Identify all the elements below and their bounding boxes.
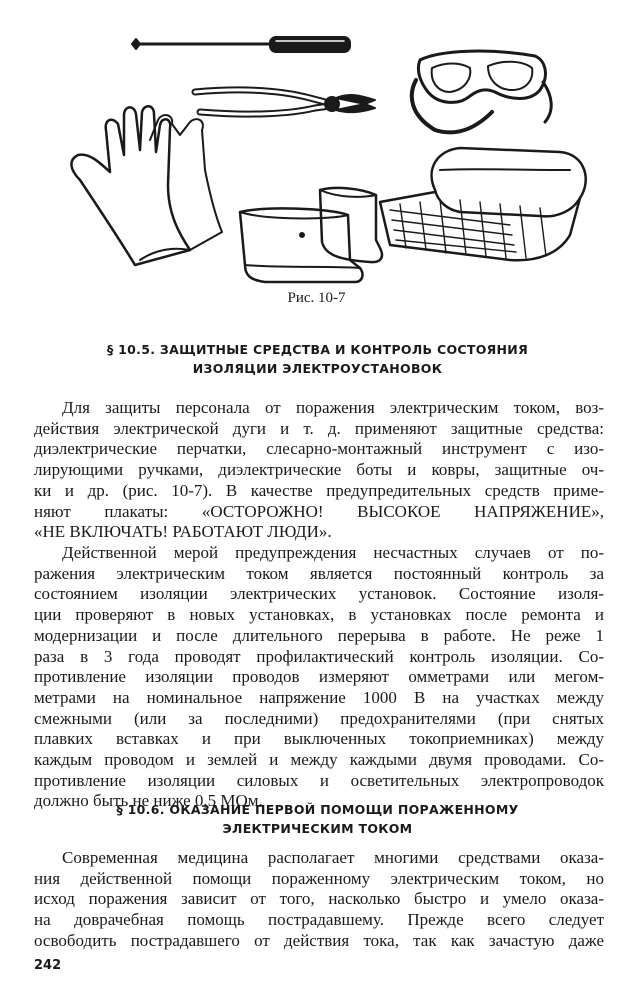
screwdriver-icon [132, 37, 350, 52]
text-line: ки и др. (рис. 10-7). В качестве предупредительных средств приме- [34, 480, 604, 500]
text-line: диэлектрические перчатки, слесарно-монтажный инструмент с изо- [34, 439, 604, 459]
section-10-5-paragraph-2 [34, 543, 604, 812]
text-line: смежными (или за последними) предохранителями (при снятых [34, 708, 604, 728]
text-line: раза в 3 года проводят профилактический контроль изоляции. Со- [34, 646, 604, 666]
text-line: няют плакаты: «ОСТОРОЖНО! ВЫСОКОЕ НАПРЯЖЕНИЕ», [34, 501, 604, 521]
dielectric-mat-icon [380, 148, 586, 260]
section-10-6-paragraph-1 [34, 848, 604, 952]
heading-line: ЭЛЕКТРИЧЕСКИМ ТОКОМ [222, 821, 413, 836]
page-number: 242 [34, 958, 62, 973]
text-line: исход поражения зависит от того, насколько быстро и умело оказа- [34, 889, 604, 909]
text-line: ния действенной помощи пораженному электрическим током, но [34, 868, 604, 888]
text-line: на доврачебная помощь пострадавшему. Прежде всего следует [34, 910, 604, 930]
section-10-5-heading [40, 340, 595, 378]
heading-line: ИЗОЛЯЦИИ ЭЛЕКТРОУСТАНОВОК [192, 361, 443, 376]
heading-line: § 10.6. ОКАЗАНИЕ ПЕРВОЙ ПОМОЩИ ПОРАЖЕННОМУ [116, 802, 519, 817]
text-line: модернизации и после длительного перерыва в работе. Не реже 1 [34, 625, 604, 645]
text-line: «НЕ ВКЛЮЧАТЬ! РАБОТАЮТ ЛЮДИ». [34, 522, 332, 542]
section-10-5-paragraph-1 [34, 398, 604, 543]
text-line: противление изоляции силовых и осветительных электропроводок [34, 770, 604, 790]
dielectric-boots-icon [240, 188, 382, 282]
text-line: метрами на номинальное напряжение 1000 В на участках между [34, 687, 604, 707]
text-line: освободить пострадавшего от действия тока, так как зачастую даже [34, 930, 604, 950]
text-line: состоянием изоляции электрических установок. Состояние изоля- [34, 584, 604, 604]
goggles-icon [412, 51, 551, 132]
text-line: ражения электрическим током является постоянный контроль за [34, 563, 604, 583]
text-line: Современная медицина располагает многими средствами оказа- [62, 848, 604, 867]
text-line: лирующими ручками, диэлектрические боты и ковры, защитные оч- [34, 460, 604, 480]
dielectric-gloves-icon [71, 106, 222, 265]
text-line: каждым проводом и землей и между каждыми двумя проводами. Со- [34, 750, 604, 770]
text-line: ции проверяют в новых установках, в установках после ремонта и [34, 605, 604, 625]
heading-line: § 10.5. ЗАЩИТНЫЕ СРЕДСТВА И КОНТРОЛЬ СОСТОЯНИЯ [106, 342, 528, 357]
figure-10-7 [40, 20, 600, 300]
text-line: противление изоляции проводов измеряют омметрами или мегом- [34, 667, 604, 687]
text-line: Для защиты персонала от поражения электрическим током, воз- [62, 398, 604, 417]
protective-equipment-illustration [40, 20, 600, 300]
text-line: Действенной мерой предупреждения несчастных случаев от по- [62, 543, 604, 562]
pliers-icon [195, 90, 375, 114]
section-10-6-heading [40, 800, 595, 838]
figure-caption: Рис. 10-7 [287, 290, 346, 306]
text-line: плавких вставках и при выключенных токоприемниках) между [34, 729, 604, 749]
text-line: должно быть не ниже 0,5 МОм. [34, 791, 263, 811]
text-line: действия электрической дуги и т. д. применяют защитные средства: [34, 418, 604, 438]
